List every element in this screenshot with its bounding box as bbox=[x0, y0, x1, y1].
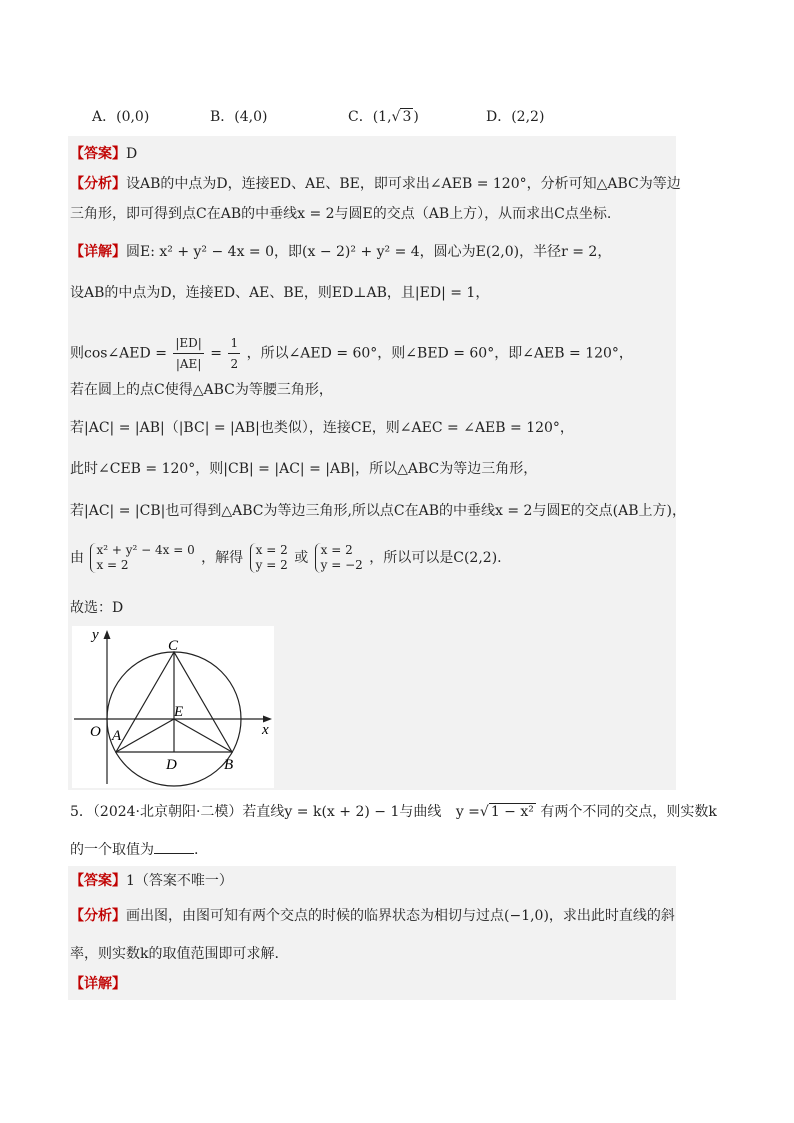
q5-analysis-line1: 【分析】画出图，由图可知有两个交点的时候的临界状态为相切与过点(−1,0)，求出此时直线的斜 bbox=[70, 908, 675, 924]
solution-2: x = 2 y = −2 bbox=[315, 543, 363, 573]
q4-detail-line7: 若|AC| = |CB|也可得到△ABC为等边三角形,所以点C在AB的中垂线x = 2与圆E的交点(AB上方)， bbox=[70, 503, 686, 519]
q4-analysis-line1: 【分析】设AB的中点为D，连接ED、AE、BE，即可求出∠AEB = 120°，分析可知△ABC为等边 bbox=[70, 176, 681, 192]
system-equations: x² + y² − 4x = 0 x = 2 bbox=[90, 543, 194, 573]
q5-stem-line1: 5．（2024·北京朝阳·二模）若直线y = k(x + 2) − 1与曲线 y =√ 1 − x² 有两个不同的交点，则实数k bbox=[70, 804, 717, 820]
q4-detail-line2: 设AB的中点为D，连接ED、AE、BE，则ED⊥AB，且|ED| = 1， bbox=[70, 285, 490, 301]
q4-detail-line1: 【详解】圆E: x² + y² − 4x = 0，即(x − 2)² + y² = 4，圆心为E(2,0)，半径r = 2， bbox=[70, 244, 612, 260]
q5-detail: 【详解】 bbox=[70, 976, 126, 992]
label-e: E bbox=[174, 704, 184, 720]
label-a: A bbox=[112, 728, 122, 744]
label-c: C bbox=[168, 638, 179, 654]
option-a: A．(0,0) bbox=[92, 109, 150, 125]
q4-solve-line: 由 x² + y² − 4x = 0 x = 2 ，解得 x = 2 y = 2 或 x = 2 y = −2 ，所以可以是C(2,2). bbox=[70, 543, 502, 572]
q5-analysis-line2: 率，则实数k的取值范围即可求解. bbox=[70, 946, 279, 962]
q4-detail-line5: 若|AC| = |AB|（|BC| = |AB|也类似），连接CE，则∠AEC = ∠AEB = 120°， bbox=[70, 420, 574, 436]
circle-triangle-figure bbox=[72, 626, 274, 788]
q5-stem-line2: 的一个取值为 . bbox=[70, 842, 199, 858]
option-b: B．(4,0) bbox=[210, 109, 268, 125]
q4-choice: 故选：D bbox=[70, 600, 124, 616]
option-d: D．(2,2) bbox=[486, 109, 545, 125]
q4-detail-line6: 此时∠CEB = 120°，则|CB| = |AC| = |AB|，所以△ABC为等边三角形， bbox=[70, 461, 538, 477]
q5-answer: 【答案】1（答案不唯一） bbox=[70, 873, 233, 889]
option-c: C．(1,√ 3 ) bbox=[348, 109, 419, 125]
q4-answer: 【答案】D bbox=[70, 146, 138, 162]
label-x: x bbox=[262, 722, 269, 738]
q4-detail-line3: 则cos∠AED = $\frac{|ED|}{|AE|}$ = $\frac{1}{2}$ ，所以∠AED = 60°，则∠BED = 60°，即∠AEB = 120°， bbox=[70, 333, 633, 374]
q4-analysis-line2: 三角形，即可得到点C在AB的中垂线x = 2与圆E的交点（AB上方），从而求出C点坐标. bbox=[70, 206, 612, 222]
q4-detail-line4: 若在圆上的点C使得△ABC为等腰三角形， bbox=[70, 382, 333, 398]
label-y: y bbox=[92, 627, 99, 643]
answer-blank bbox=[154, 841, 194, 854]
fraction-ed-ae: $\frac{|ED|}{|AE|}$ bbox=[173, 333, 203, 374]
label-d: D bbox=[166, 757, 177, 773]
label-o: O bbox=[90, 724, 101, 740]
solution-1: x = 2 y = 2 bbox=[250, 543, 288, 573]
label-b: B bbox=[224, 757, 234, 773]
fraction-one-half: $\frac{1}{2}$ bbox=[228, 333, 240, 374]
